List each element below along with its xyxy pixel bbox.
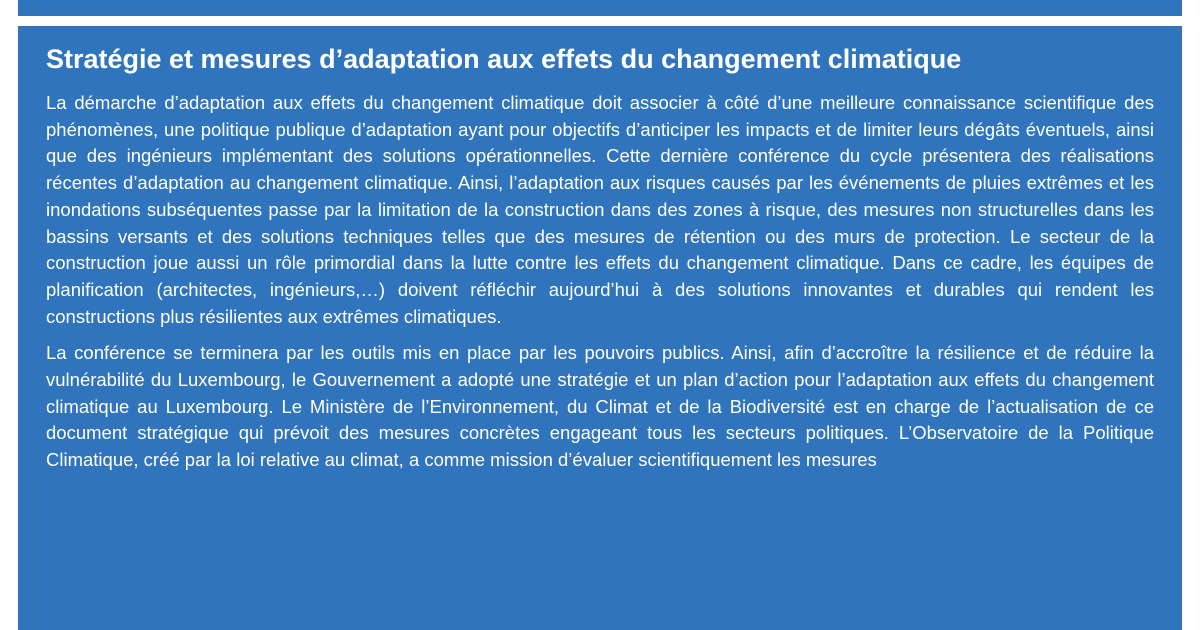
paragraph-1: La démarche d’adaptation aux effets du changement climatique doit associer à côté d’une meilleure connaissance scientifique des phénomènes, une politique publique d’adaptation ayant pour objectifs d’anticiper les impacts et de limiter leurs dégâts éventuels, ainsi que des ingénieurs implémentant des solutions opérationnelles. Cette dernière conférence du cycle présentera des réalisations récentes d’adaptation au changement climatique. Ainsi, l’adaptation aux risques causés par les événements de pluies extrêmes et les inondations subséquentes passe par la limitation de la construction dans des zones à risque, des mesures non structurelles dans les bassins versants et des solutions techniques telles que des mesures de rétention ou des murs de protection. Le secteur de la construction joue aussi un rôle primordial dans la lutte contre les effets du changement climatique. Dans ce cadre, les équipes de planification (architectes, ingénieurs,…) doivent réfléchir aujourd’hui à des solutions innovantes et durables qui rendent les constructions plus résilientes aux extrêmes climatiques. — [46, 92, 1154, 327]
paragraph-2: La conférence se terminera par les outils mis en place par les pouvoirs publics. Ainsi, afin d’accroître la résilience et de réduire la vulnérabilité du Luxembourg, le Gouvernement a adopté une stratégie et un plan d’action pour l’adaptation aux effets du changement climatique au Luxembourg. Le Ministère de l’Environnement, du Climat et de la Biodiversité est en charge de l’actualisation de ce document stratégique qui prévoit des mesures concrètes engageant tous les secteurs politiques. L’Observatoire de la Politique Climatique, créé par la loi relative au climat, a comme mission d’évaluer scientifiquement les mesures — [46, 342, 1154, 471]
top-banner-strip — [18, 0, 1182, 16]
content-panel — [18, 26, 1182, 630]
document-title: Stratégie et mesures d’adaptation aux effets du changement climatique — [46, 44, 962, 74]
